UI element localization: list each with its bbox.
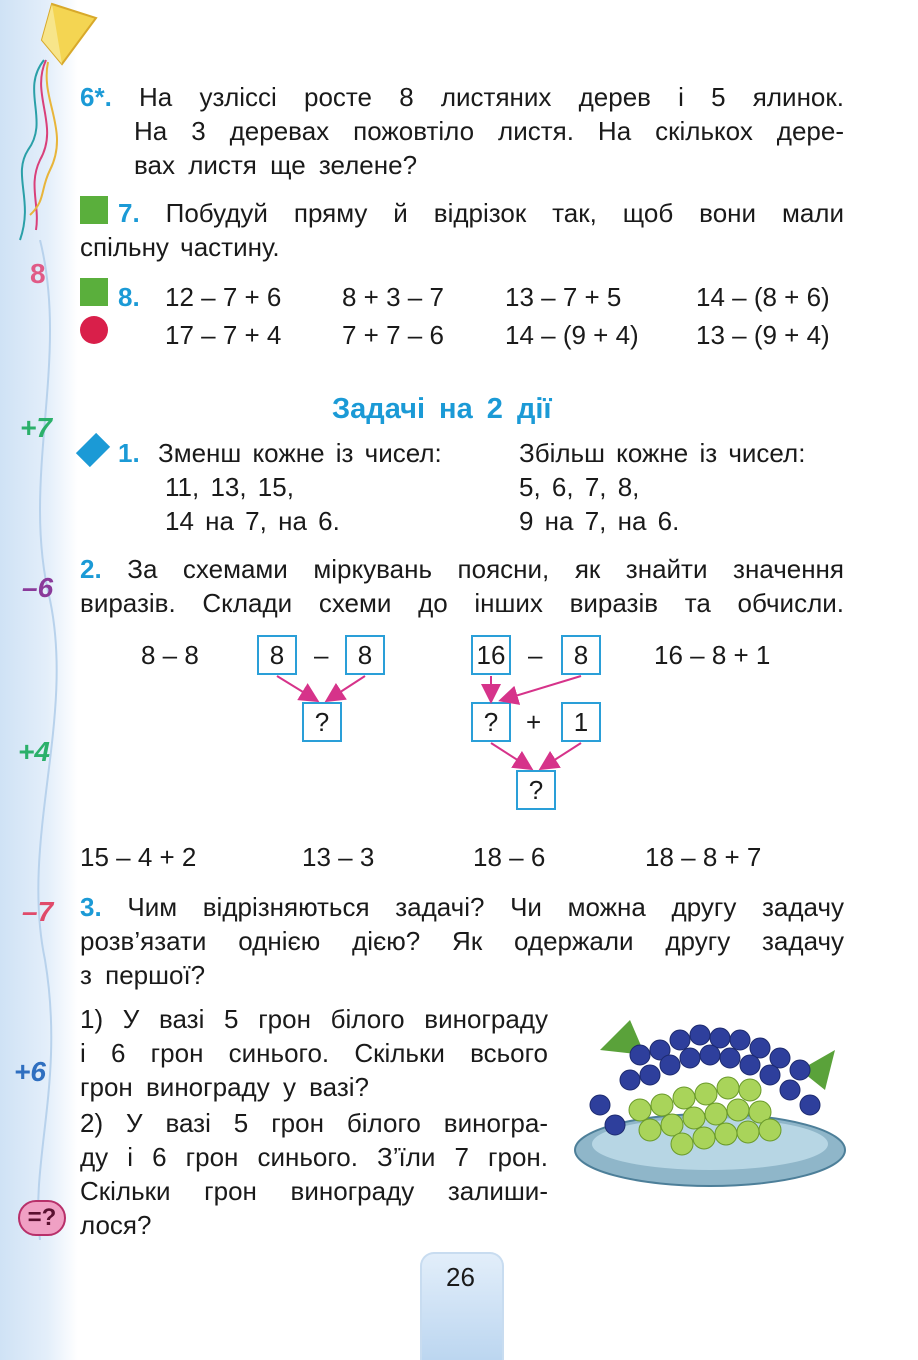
- text-line: спільну частину.: [80, 232, 280, 262]
- problem-1-line: грон винограду у вазі?: [80, 1072, 370, 1102]
- expression: 15 – 4 + 2: [80, 842, 197, 872]
- ex3-line: [80, 890, 844, 924]
- grapes-plate-image: [570, 1010, 850, 1190]
- margin-number: +6: [14, 1056, 46, 1087]
- text-line: На 3 деревах пожовтіло листя. На скількох дере-: [134, 116, 844, 146]
- page-number: 26: [446, 1262, 475, 1292]
- operator: –: [528, 640, 543, 670]
- text-line: розв’язати однією дією? Як одержали другу задачу: [80, 926, 844, 956]
- margin-number: 8: [30, 258, 46, 289]
- scheme-box: 8: [257, 635, 297, 675]
- ex1-left-line: 14 на 7, на 6.: [165, 506, 340, 536]
- scheme-box: ?: [302, 702, 342, 742]
- operator: –: [314, 640, 329, 670]
- expression: 14 – (9 + 4): [505, 320, 639, 350]
- text-line: За схемами міркувань поясни, як знайти значення: [127, 554, 844, 584]
- text-line: виразів. Склади схеми до інших виразів та обчисли.: [80, 588, 844, 618]
- question-badge-icon: =?: [18, 1200, 66, 1236]
- margin-number: +7: [20, 412, 52, 443]
- exercise-number: 2.: [80, 554, 102, 584]
- margin-number: +4: [18, 736, 50, 767]
- text-line: Чим відрізняються задачі? Чи можна другу задачу: [127, 892, 844, 922]
- expression: 17 – 7 + 4: [165, 320, 282, 350]
- margin-number: –6: [22, 572, 54, 603]
- problem-2-line: лося?: [80, 1210, 152, 1240]
- problem-2-line: 2) У вазі 5 грон білого виногра-: [80, 1108, 548, 1138]
- scheme-box: 1: [561, 702, 601, 742]
- task-number: 7.: [118, 198, 140, 228]
- ex1-right-line: 5, 6, 7, 8,: [519, 472, 640, 502]
- expression: 14 – (8 + 6): [696, 282, 830, 312]
- scheme-box: 8: [345, 635, 385, 675]
- text-line: з першої?: [80, 960, 206, 990]
- expression: 8 + 3 – 7: [342, 282, 444, 312]
- ex1-left-line: Зменш кожне із чисел:: [158, 438, 442, 468]
- expression: 13 – (9 + 4): [696, 320, 830, 350]
- scheme-box: ?: [471, 702, 511, 742]
- expression: 18 – 8 + 7: [645, 842, 762, 872]
- margin-number: –7: [22, 896, 54, 927]
- text-line: Побудуй пряму й відрізок так, щоб вони мали: [165, 198, 845, 228]
- problem-2-line: Скільки грон винограду залиши-: [80, 1176, 548, 1206]
- problem-1-line: 1) У вазі 5 грон білого винограду: [80, 1004, 548, 1034]
- operator: +: [526, 707, 542, 737]
- expression: 12 – 7 + 6: [165, 282, 282, 312]
- exercise-number: 1.: [118, 438, 140, 468]
- expression: 7 + 7 – 6: [342, 320, 444, 350]
- text-line: На узліссі росте 8 листяних дерев і 5 ялинок.: [139, 82, 844, 112]
- scheme-box: 8: [561, 635, 601, 675]
- task-number: 8.: [118, 282, 140, 312]
- expression: 8 – 8: [141, 640, 199, 670]
- expression: 16 – 8 + 1: [654, 640, 771, 670]
- section-title: Задачі на 2 дії: [332, 393, 552, 425]
- task-number: 6*.: [80, 82, 112, 112]
- text-line: вах листя ще зелене?: [134, 150, 418, 180]
- scheme-box: ?: [516, 770, 556, 810]
- exercise-number: 3.: [80, 892, 102, 922]
- expression: 18 – 6: [473, 842, 546, 872]
- expression: 13 – 3: [302, 842, 375, 872]
- ex1-right-line: 9 на 7, на 6.: [519, 506, 680, 536]
- expression: 13 – 7 + 5: [505, 282, 622, 312]
- scheme-box: 16: [471, 635, 511, 675]
- ex1-right-line: Збільш кожне із чисел:: [519, 438, 806, 468]
- ex1-left-line: 11, 13, 15,: [165, 472, 294, 502]
- problem-1-line: і 6 грон синього. Скільки всього: [80, 1038, 548, 1068]
- problem-2-line: ду і 6 грон синього. З’їли 7 грон.: [80, 1142, 548, 1172]
